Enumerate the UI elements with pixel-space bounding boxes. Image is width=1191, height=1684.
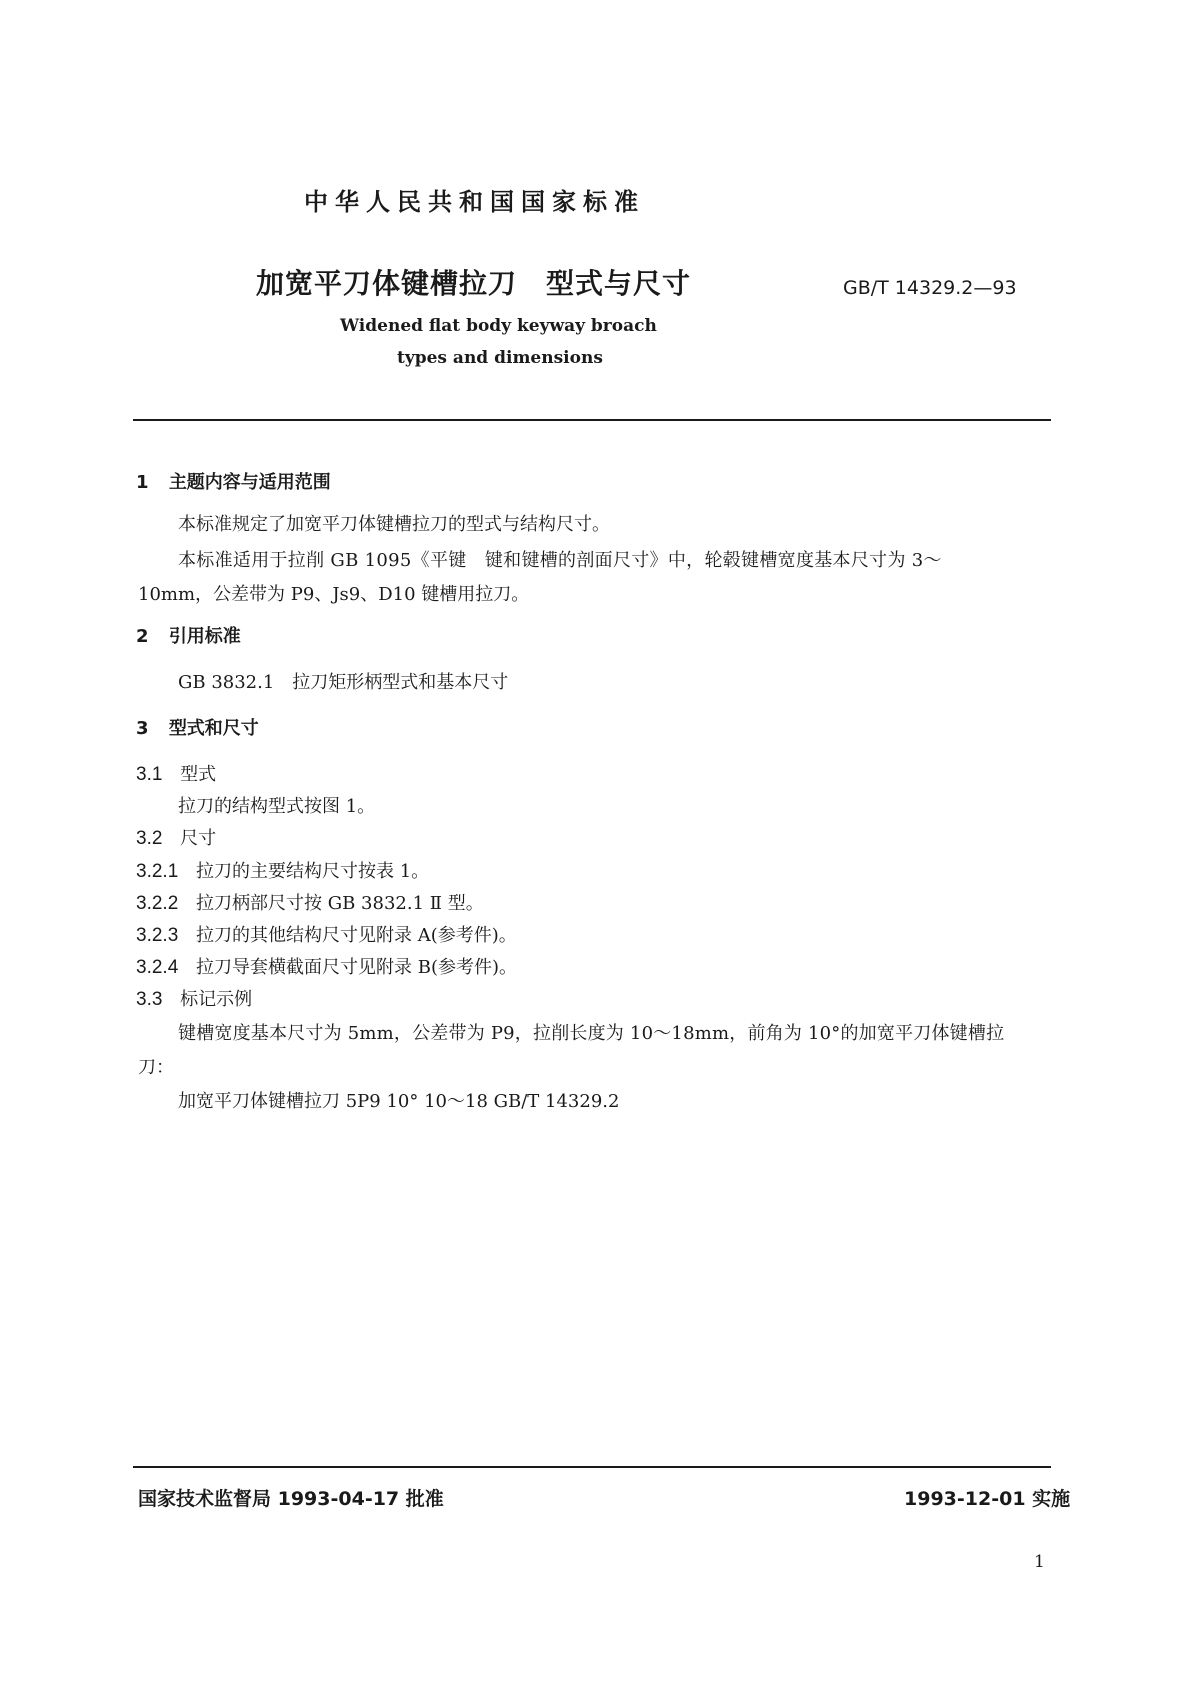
approval-date: 国家技术监督局 1993-04-17 批准 bbox=[138, 1488, 444, 1510]
marking-example: 加宽平刀体键槽拉刀 5P9 10° 10～18 GB/T 14329.2 bbox=[178, 1091, 620, 1112]
section-2-title: 引用标准 bbox=[168, 626, 241, 647]
clause-3-2-3-number: 3.2.3 bbox=[136, 925, 179, 946]
clause-3-2-4-number: 3.2.4 bbox=[136, 957, 179, 978]
section-1-number: 1 bbox=[136, 472, 149, 493]
clause-3-1-title: 型式 bbox=[180, 764, 217, 785]
clause-3-2-2-text: 拉刀柄部尺寸按 GB 3832.1 Ⅱ 型。 bbox=[196, 893, 484, 914]
clause-3-3-number: 3.3 bbox=[136, 989, 163, 1010]
clause-3-2-3 bbox=[136, 921, 517, 947]
section-2-number: 2 bbox=[136, 626, 149, 647]
marking-example-description-line-1: 键槽宽度基本尺寸为 5mm，公差带为 P9，拉削长度为 10～18mm，前角为 10°的加宽平刀体键槽拉 bbox=[178, 1023, 1005, 1044]
clause-3-3-title: 标记示例 bbox=[180, 989, 253, 1010]
clause-3-1-number: 3.1 bbox=[136, 764, 163, 785]
section-3-number: 3 bbox=[136, 718, 149, 739]
section-1-heading bbox=[136, 468, 331, 494]
clause-3-2-4 bbox=[136, 953, 517, 979]
section-1-paragraph-2-line-2: 10mm，公差带为 P9、Js9、D10 键槽用拉刀。 bbox=[138, 584, 530, 605]
national-standard-heading: 中华人民共和国国家标准 bbox=[304, 188, 645, 216]
clause-3-2-1-text: 拉刀的主要结构尺寸按表 1。 bbox=[196, 861, 430, 882]
clause-3-1 bbox=[136, 760, 216, 786]
clause-3-2 bbox=[136, 824, 216, 850]
marking-example-description-line-2: 刀： bbox=[138, 1057, 174, 1078]
document-title-en-line1: Widened flat body keyway broach bbox=[340, 316, 657, 336]
page-number: 1 bbox=[1034, 1552, 1045, 1572]
section-1-paragraph-1: 本标准规定了加宽平刀体键槽拉刀的型式与结构尺寸。 bbox=[178, 514, 610, 535]
standard-number: GB/T 14329.2—93 bbox=[843, 277, 1017, 299]
document-title-en-line2: types and dimensions bbox=[397, 348, 603, 368]
clause-3-2-3-text: 拉刀的其他结构尺寸见附录 A(参考件)。 bbox=[196, 925, 517, 946]
clause-3-3 bbox=[136, 985, 252, 1011]
clause-3-2-1-number: 3.2.1 bbox=[136, 861, 179, 882]
clause-3-1-text: 拉刀的结构型式按图 1。 bbox=[178, 796, 376, 817]
clause-3-2-2 bbox=[136, 889, 484, 915]
section-3-title: 型式和尺寸 bbox=[168, 718, 259, 739]
section-3-heading bbox=[136, 714, 259, 740]
clause-3-2-4-text: 拉刀导套横截面尺寸见附录 B(参考件)。 bbox=[196, 957, 517, 978]
reference-gb-3832-1: GB 3832.1 拉刀矩形柄型式和基本尺寸 bbox=[178, 672, 509, 693]
document-title-cn: 加宽平刀体键槽拉刀 型式与尺寸 bbox=[256, 267, 692, 300]
section-2-heading bbox=[136, 622, 241, 648]
clause-3-2-2-number: 3.2.2 bbox=[136, 893, 179, 914]
clause-3-2-1 bbox=[136, 857, 429, 883]
section-1-title: 主题内容与适用范围 bbox=[168, 472, 331, 493]
header-divider bbox=[133, 419, 1051, 421]
implementation-date: 1993-12-01 实施 bbox=[904, 1488, 1071, 1510]
clause-3-2-title: 尺寸 bbox=[180, 828, 217, 849]
footer-divider bbox=[133, 1466, 1051, 1468]
section-1-paragraph-2-line-1: 本标准适用于拉削 GB 1095《平键 键和键槽的剖面尺寸》中，轮毂键槽宽度基本尺寸为 3～ bbox=[178, 550, 942, 571]
clause-3-2-number: 3.2 bbox=[136, 828, 163, 849]
